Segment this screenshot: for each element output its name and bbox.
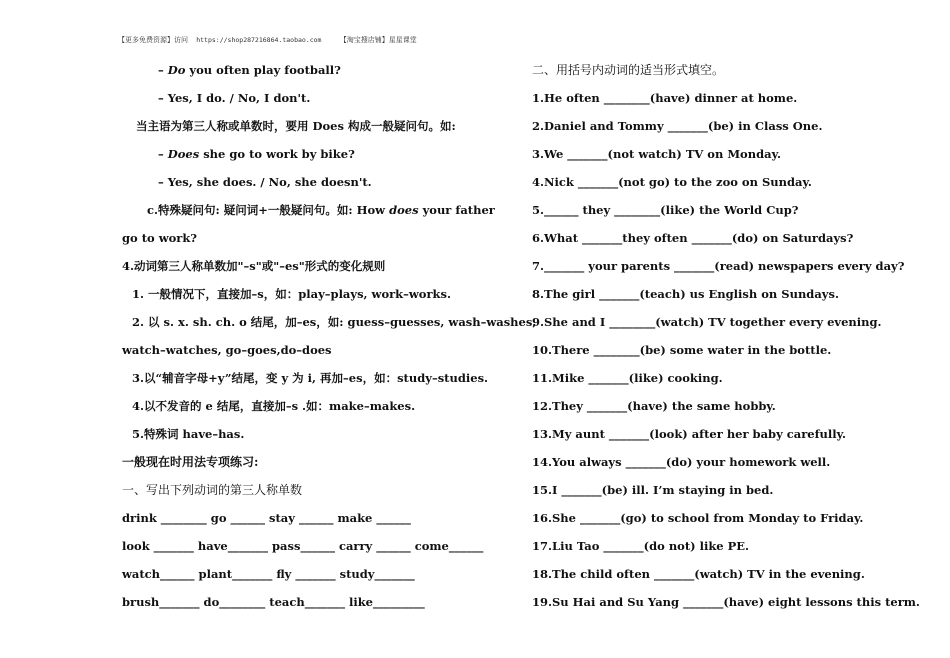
fill-item: 12.They _______(have) the same hobby.	[532, 399, 776, 413]
fill-item: 1.He often ________(have) dinner at home.	[532, 91, 798, 105]
word-row-3: watch______ plant_______ fly _______ study_______	[122, 567, 415, 581]
page-header	[118, 35, 423, 45]
fill-item: 7._______ your parents _______(read) newspapers every day?	[532, 259, 905, 273]
header-shop-name: 【淘宝搜店铺】星星课堂	[339, 36, 417, 44]
fill-item: 13.My aunt _______(look) after her baby carefully.	[532, 427, 847, 441]
fill-item: 5.______ they ________(like) the World Cup?	[532, 203, 799, 217]
exercise-title: 一般现在时用法专项练习:	[122, 455, 259, 469]
fill-item: 15.I _______(be) ill. I’m staying in bed.	[532, 483, 774, 497]
fill-item: 10.There ________(be) some water in the bottle.	[532, 343, 832, 357]
fill-item: 6.What _______they often _______(do) on Saturdays?	[532, 231, 854, 245]
fill-item: 4.Nick _______(not go) to the zoo on Sunday.	[532, 175, 812, 189]
fill-item: 3.We _______(not watch) TV on Monday.	[532, 147, 781, 161]
fill-item: 18.The child often _______(watch) TV in the evening.	[532, 567, 865, 581]
word-row-2: look _______ have_______ pass______ carry ______ come______	[122, 539, 484, 553]
fill-item: 17.Liu Tao _______(do not) like PE.	[532, 539, 750, 553]
special-question-rule: c.特殊疑问句: 疑问词+一般疑问句。如: How does your father	[147, 203, 495, 217]
fill-item: 16.She _______(go) to school from Monday to Friday.	[532, 511, 864, 525]
exercise-section-2: 二、用括号内动词的适当形式填空。	[532, 63, 725, 77]
header-shop-url[interactable]: https://shop287216864.taobao.com	[196, 36, 322, 44]
fill-item: 9.She and I ________(watch) TV together every evening.	[532, 315, 882, 329]
rule-4: 4.以不发音的 e 结尾，直接加–s .如：make–makes.	[132, 399, 416, 413]
right-column	[532, 61, 922, 621]
special-question-rule-cont: go to work?	[122, 231, 198, 245]
example-question-do: – Do you often play football?	[158, 63, 341, 77]
rule-2: 2. 以 s. x. sh. ch. o 结尾，加–es，如: guess–guesses, wash–washes,	[132, 315, 537, 329]
header-more-resources: 【更多免费资源】访问	[118, 36, 188, 44]
word-row-4: brush_______ do________ teach_______ like_________	[122, 595, 425, 609]
example-question-does: – Does she go to work by bike?	[158, 147, 355, 161]
rule-2-cont: watch–watches, go–goes,do–does	[122, 343, 332, 357]
rule-3: 3.以“辅音字母+y”结尾，变 y 为 i, 再加–es，如：study–studies.	[132, 371, 489, 385]
fill-item: 19.Su Hai and Su Yang _______(have) eight lessons this term.	[532, 595, 920, 609]
fill-item: 2.Daniel and Tommy _______(be) in Class One.	[532, 119, 823, 133]
example-answer-do: – Yes, I do. / No, I don't.	[158, 91, 311, 105]
rule-5: 5.特殊词 have–has.	[132, 427, 245, 441]
section-heading-third-person: 4.动词第三人称单数加"–s"或"–es"形式的变化规则	[122, 259, 386, 273]
exercise-section-1: 一、写出下列动词的第三人称单数	[122, 483, 303, 497]
example-answer-does: – Yes, she does. / No, she doesn't.	[158, 175, 372, 189]
fill-item: 8.The girl _______(teach) us English on Sundays.	[532, 287, 839, 301]
word-row-1: drink ________ go ______ stay ______ make ______	[122, 511, 411, 525]
rule-1: 1. 一般情况下，直接加–s，如：play–plays, work–works.	[132, 287, 451, 301]
fill-item: 14.You always _______(do) your homework well.	[532, 455, 831, 469]
rule-does-note: 当主语为第三人称或单数时，要用 Does 构成一般疑问句。如:	[136, 119, 456, 133]
left-column	[122, 61, 537, 621]
fill-item: 11.Mike _______(like) cooking.	[532, 371, 723, 385]
